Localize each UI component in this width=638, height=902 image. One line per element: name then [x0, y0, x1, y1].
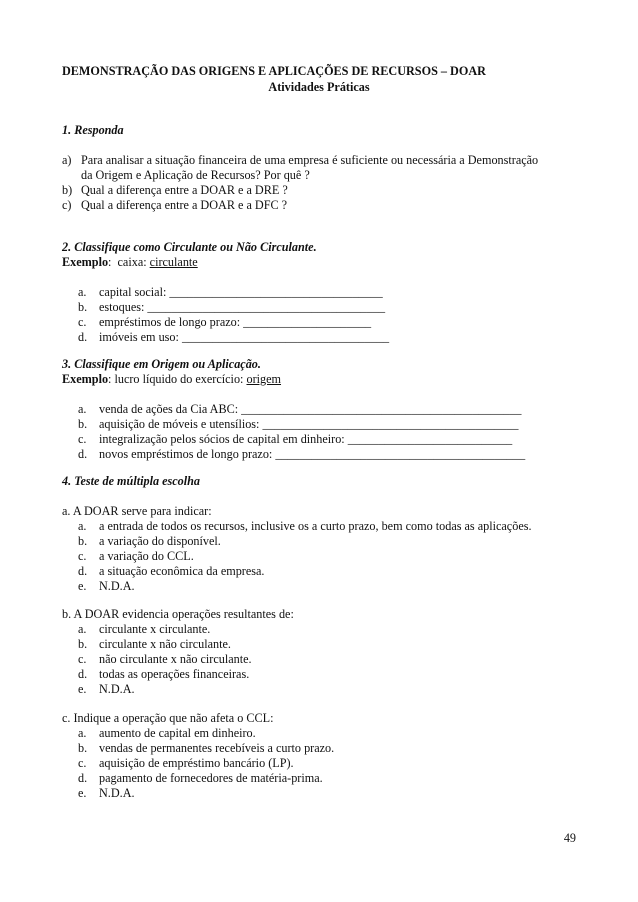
section-2-heading: 2. Classifique como Circulante ou Não Circulante.: [62, 240, 317, 254]
list-item: [62, 447, 602, 462]
example-text: : caixa:: [108, 255, 150, 269]
mc-option: [62, 771, 602, 786]
mc-option: [62, 534, 602, 549]
question-item: [62, 153, 602, 168]
section-1-questions: [62, 153, 602, 213]
item-text: integralização pelos sócios de capital em dinheiro: ___________________________: [99, 432, 513, 446]
option-text: circulante x não circulante.: [99, 637, 231, 651]
mc-prompt: b. A DOAR evidencia operações resultantes de:: [62, 607, 294, 621]
example-text: : lucro líquido do exercício:: [108, 372, 247, 386]
option-letter: d.: [78, 771, 88, 785]
item-text: estoques: _______________________________________: [99, 300, 386, 314]
page-number: 49: [563, 831, 576, 845]
section-1: [62, 123, 602, 138]
option-text: a variação do disponível.: [99, 534, 221, 548]
mc-option: [62, 682, 602, 697]
item-text: novos empréstimos de longo prazo: _________________________________________: [99, 447, 526, 461]
option-letter: a.: [78, 726, 87, 740]
section-4: [62, 474, 602, 489]
question-item: [62, 198, 602, 213]
mc-option: [62, 622, 602, 637]
list-item: [62, 330, 602, 345]
option-letter: e.: [78, 579, 87, 593]
mc-option: [62, 756, 602, 771]
option-text: a situação econômica da empresa.: [99, 564, 265, 578]
section-1-heading: 1. Responda: [62, 123, 124, 137]
section-2-items: [62, 285, 602, 345]
question-text-line: Para analisar a situação financeira de uma empresa é suficiente ou necessária a Demonstração: [81, 153, 539, 167]
mc-option: [62, 637, 602, 652]
option-text: N.D.A.: [99, 682, 135, 696]
item-letter: d.: [78, 447, 88, 461]
list-item: [62, 300, 602, 315]
question-item-continuation: [62, 168, 602, 183]
option-text: aquisição de empréstimo bancário (LP).: [99, 756, 294, 770]
section-3-example: [62, 372, 602, 387]
option-text: N.D.A.: [99, 786, 135, 800]
mc-prompt: a. A DOAR serve para indicar:: [62, 504, 212, 518]
section-2: [62, 240, 602, 270]
option-letter: b.: [78, 741, 88, 755]
option-letter: a.: [78, 622, 87, 636]
question-letter: c): [62, 198, 72, 212]
option-text: a entrada de todos os recursos, inclusive os a curto prazo, bem como todas as aplicações.: [99, 519, 532, 533]
item-text: aquisição de móveis e utensílios: __________________________________________: [99, 417, 519, 431]
section-2-example: [62, 255, 602, 270]
option-text: vendas de permanentes recebíveis a curto prazo.: [99, 741, 335, 755]
list-item: [62, 315, 602, 330]
item-text: empréstimos de longo prazo: _____________________: [99, 315, 372, 329]
section-4-heading: 4. Teste de múltipla escolha: [62, 474, 201, 488]
list-item: [62, 402, 602, 417]
option-text: circulante x circulante.: [99, 622, 211, 636]
item-letter: a.: [78, 285, 87, 299]
question-letter: a): [62, 153, 72, 167]
item-letter: b.: [78, 417, 88, 431]
mc-option: [62, 667, 602, 682]
option-text: todas as operações financeiras.: [99, 667, 250, 681]
section-3-heading: 3. Classifique em Origem ou Aplicação.: [62, 357, 261, 371]
mc-option: [62, 741, 602, 756]
option-text: pagamento de fornecedores de matéria-prima.: [99, 771, 323, 785]
question-item: [62, 183, 602, 198]
item-letter: c.: [78, 315, 87, 329]
option-letter: c.: [78, 652, 87, 666]
example-answer: circulante: [149, 255, 198, 269]
mc-option: [62, 652, 602, 667]
example-label: Exemplo: [62, 372, 109, 386]
mc-option: [62, 786, 602, 801]
option-letter: e.: [78, 682, 87, 696]
list-item: [62, 432, 602, 447]
option-letter: d.: [78, 667, 88, 681]
section-3: [62, 357, 602, 387]
question-letter: b): [62, 183, 73, 197]
option-text: não circulante x não circulante.: [99, 652, 252, 666]
mc-option: [62, 726, 602, 741]
example-label: Exemplo: [62, 255, 109, 269]
list-item: [62, 285, 602, 300]
item-letter: a.: [78, 402, 87, 416]
option-text: aumento de capital em dinheiro.: [99, 726, 256, 740]
question-text-line: Qual a diferença entre a DOAR e a DFC ?: [81, 198, 288, 212]
question-text-line: Qual a diferença entre a DOAR e a DRE ?: [81, 183, 288, 197]
question-text-line: da Origem e Aplicação de Recursos? Por quê ?: [81, 168, 310, 182]
mc-question-a: [62, 504, 602, 594]
mc-option: [62, 549, 602, 564]
section-3-items: [62, 402, 602, 462]
option-letter: a.: [78, 519, 87, 533]
item-letter: b.: [78, 300, 88, 314]
option-letter: b.: [78, 534, 88, 548]
option-letter: c.: [78, 549, 87, 563]
item-text: venda de ações da Cia ABC: ______________________________________________: [99, 402, 522, 416]
mc-option: [62, 579, 602, 594]
list-item: [62, 417, 602, 432]
option-letter: e.: [78, 786, 87, 800]
mc-prompt: c. Indique a operação que não afeta o CCL:: [62, 711, 274, 725]
item-letter: c.: [78, 432, 87, 446]
option-letter: b.: [78, 637, 88, 651]
mc-question-b: [62, 607, 602, 697]
mc-question-c: [62, 711, 602, 801]
mc-option: [62, 519, 602, 534]
item-text: imóveis em uso: __________________________________: [99, 330, 390, 344]
item-text: capital social: ___________________________________: [99, 285, 383, 299]
option-letter: c.: [78, 756, 87, 770]
document-title: DEMONSTRAÇÃO DAS ORIGENS E APLICAÇÕES DE RECURSOS – DOAR: [62, 64, 486, 78]
mc-option: [62, 564, 602, 579]
example-answer: origem: [246, 372, 282, 386]
option-text: a variação do CCL.: [99, 549, 194, 563]
item-letter: d.: [78, 330, 88, 344]
option-text: N.D.A.: [99, 579, 135, 593]
option-letter: d.: [78, 564, 88, 578]
document-subtitle: Atividades Práticas: [268, 80, 370, 94]
